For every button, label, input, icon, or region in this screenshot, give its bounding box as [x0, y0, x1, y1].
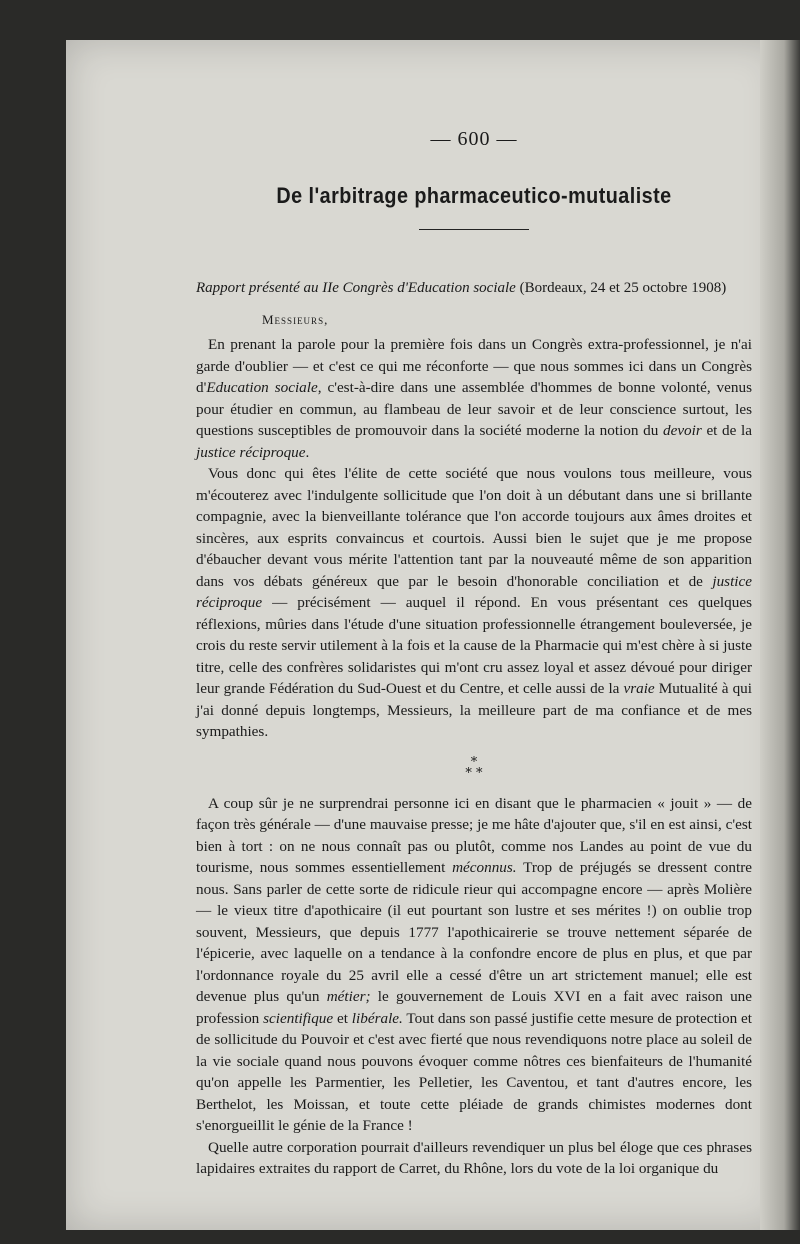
text-run-italic: métier;	[326, 988, 371, 1005]
text-run: Tout dans son passé justifie cette mesure de protection et de sollicitude du Pouvoir et c'est avec fierté que nous revendiquons notre place au soleil de la vie sociale quand nous pouvons évoquer comme nôtres ces bienfaiteurs de l'humanité qu'on appelle les Parmentier, les Pelletier, les Caventou, et tant d'autres encore, les Berthelot, les Moissan, et toute cette pléiade de grands chimistes modernes dont s'enorgueillit le génie de la France !	[196, 1009, 753, 1134]
text-run: et	[333, 1009, 352, 1027]
document-body	[196, 128, 752, 1180]
paragraph-4: Quelle autre corporation pourrait d'ailleurs revendiquer un plus bel éloge que ces phrases lapidaires extraites du rapport de Carret, du Rhône, lors du vote de la loi organique du	[196, 1138, 752, 1177]
page-edge	[760, 40, 800, 1230]
document-title: De l'arbitrage pharmaceutico-mutualiste	[276, 183, 672, 208]
text-run: A coup sûr je ne surprendrai personne ici en disant que le pharmacien « jouit » — de façon très générale — d'une mauvaise presse; je me hâte d'ajouter que, s'il en est ainsi, c'est bien à tort : on ne nous connaît pas ou plutôt, comme nos Landes au point de vue du tourisme, nous sommes essentiellement	[196, 794, 752, 876]
paragraph-2	[196, 463, 752, 743]
salutation: Messieurs,	[262, 312, 329, 327]
text-run-italic: libérale.	[351, 1009, 403, 1027]
asterisk-top: *	[470, 754, 478, 770]
paragraph-1	[196, 334, 752, 463]
text-run-italic: scientifique	[263, 1009, 334, 1027]
asterisk-bottom: * *	[465, 765, 483, 781]
section-separator	[196, 754, 752, 781]
text-run: , c'est-à-dire dans une assemblée d'hommes de bonne volonté, venus pour étudier en commun, au flambeau de leur savoir et de leur conscience surtout, les questions susceptibles de promouvoir dans la société moderne la notion du	[196, 379, 752, 439]
text-run-italic: méconnus.	[452, 859, 517, 876]
text-run-italic: vraie	[623, 680, 655, 697]
text-run-italic: justice réciproque	[196, 572, 752, 611]
report-subtitle	[196, 278, 752, 298]
page-number: — 600 —	[430, 128, 518, 150]
text-run: — précisément — auquel il répond. En vous présentant ces quelques réflexions, mûries dans l'étude d'une situation professionnelle étrangement bouleversée, je crois du reste servir utilement à la fois et la cause de la Pharmacie qui m'est chère à si juste titre, celle des confrères solidaristes qui m'ont cru assez loyal et assez dévoué pour diriger leur grande Fédération du Sud-Ouest et du Centre, et celle aussi de la	[196, 594, 752, 697]
text-run-italic: justice réciproque	[196, 443, 306, 461]
paragraph-3	[196, 793, 752, 1137]
text-run-italic: devoir	[662, 422, 702, 439]
title-rule	[419, 229, 529, 230]
text-run-italic: Education sociale	[206, 379, 318, 396]
subtitle-plain: (Bordeaux, 24 et 25 octobre 1908)	[515, 280, 727, 296]
text-run: le gouvernement de Louis XVI en a fait avec raison une profession	[196, 988, 753, 1027]
subtitle-italic: Rapport présenté au IIe Congrès d'Education sociale	[196, 280, 516, 296]
text-run: Trop de préjugés se dressent contre nous. Sans parler de cette sorte de ridicule rieur qui accompagne encore — après Molière — le vieux titre d'apothicaire (il eut pourtant son lustre et ses mérites !) on oublie trop souvent, Messieurs, que depuis 1777 l'apothicairerie se trouve nettement séparée de l'épicerie, avec laquelle on a tendance à la confondre encore de plus en plus, et que par l'ordonnance royale du 25 avril elle a cessé d'être un art strictement manuel; elle est devenue plus qu'un	[196, 859, 752, 1005]
text-run: Mutualité à qui j'ai donné depuis longtemps, Messieurs, la meilleure part de ma confiance et de mes sympathies.	[196, 680, 752, 740]
text-run: .	[305, 443, 310, 461]
text-run: En prenant la parole pour la première fois dans un Congrès extra-professionnel, je n'ai garde d'oublier — et c'est ce qui me réconforte — que nous sommes ici dans un Congrès d'	[196, 336, 752, 396]
text-run: Vous donc qui êtes l'élite de cette société que nous voulons tous meilleure, vous m'écouterez avec l'indulgente sollicitude que l'on doit à un débutant dans une si brillante compagnie, avec la bienveillante tolérance que l'on accorde toujours aux âmes droites et sincères, aux esprits convaincus et courtois. Aussi bien le sujet que je me propose d'ébaucher devant vous mérite l'attention tant par la nouveauté même de son apparition dans vos débats généreux que par le besoin d'honorable conciliation et de	[196, 465, 752, 590]
text-run: et de la	[701, 422, 752, 439]
